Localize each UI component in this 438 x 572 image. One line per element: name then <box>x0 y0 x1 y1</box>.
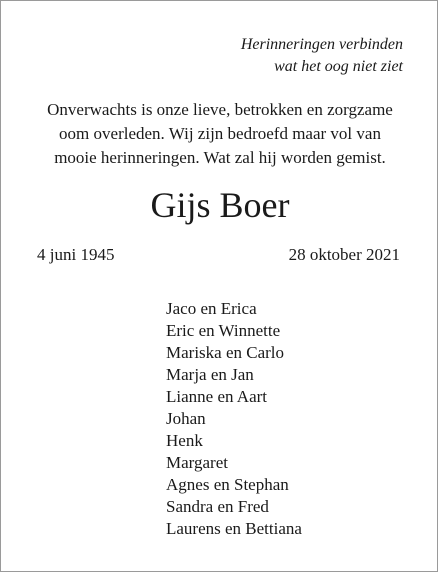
survivor-item: Lianne en Aart <box>166 387 268 406</box>
survivor-item: Laurens en Bettiana <box>166 519 302 538</box>
survivors-list <box>166 298 302 540</box>
message-line: oom overleden. Wij zijn bedroefd maar vol van <box>59 124 381 143</box>
survivor-item: Mariska en Carlo <box>166 343 285 362</box>
death-date: 28 oktober 2021 <box>288 245 400 264</box>
survivor-item: Agnes en Stephan <box>166 475 289 494</box>
deceased-name: Gijs Boer <box>150 185 290 225</box>
motto-line: wat het oog niet ziet <box>274 58 403 75</box>
survivor-item: Henk <box>166 431 203 450</box>
survivor-item: Sandra en Fred <box>166 497 269 516</box>
survivor-item: Marja en Jan <box>166 365 254 384</box>
survivor-item: Jaco en Erica <box>166 299 257 318</box>
survivor-item: Eric en Winnette <box>166 321 281 340</box>
motto-line: Herinneringen verbinden <box>240 36 403 53</box>
message-line: Onverwachts is onze lieve, betrokken en zorgzame <box>47 100 393 119</box>
message-line: mooie herinneringen. Wat zal hij worden gemist. <box>54 148 386 167</box>
motto-quote <box>241 34 403 78</box>
birth-date: 4 juni 1945 <box>37 245 115 264</box>
condolence-message <box>21 98 419 170</box>
survivor-item: Johan <box>166 409 206 428</box>
survivor-item: Margaret <box>166 453 228 472</box>
